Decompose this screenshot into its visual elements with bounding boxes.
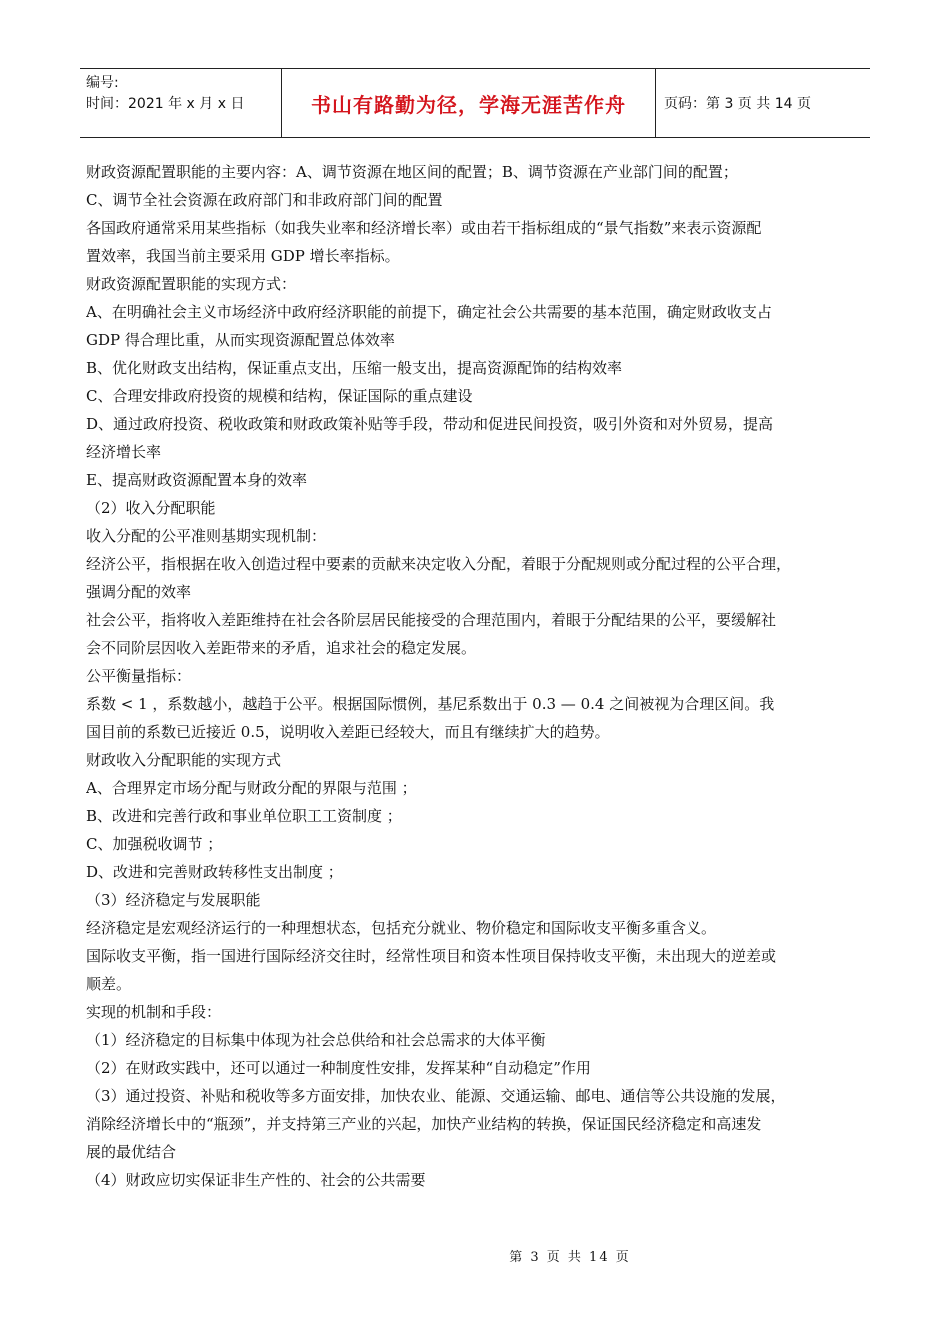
text-line: （2）在财政实践中，还可以通过一种制度性安排，发挥某种“自动稳定”作用 bbox=[86, 1059, 591, 1077]
text-line: GDP 得合理比重，从而实现资源配置总体效率 bbox=[86, 331, 395, 349]
text-line: 实现的机制和手段： bbox=[86, 1003, 222, 1021]
text-line: 财政资源配置职能的实现方式： bbox=[86, 275, 297, 293]
text-line: 消除经济增长中的“瓶颈”，并支持第三产业的兴起，加快产业结构的转换，保证国民经济稳定和高速发 bbox=[86, 1115, 762, 1133]
text-line: B、改进和完善行政和事业单位职工工资制度 ； bbox=[86, 807, 402, 825]
text-line: 国际收支平衡，指一国进行国际经济交往时，经常性项目和资本性项目保持收支平衡，未出现大的逆差或 bbox=[86, 947, 777, 965]
doc-time: 时间：2021 年 x 月 x 日 bbox=[86, 96, 245, 112]
text-line: 财政收入分配职能的实现方式 bbox=[86, 751, 282, 769]
text-line: 收入分配的公平准则基期实现机制： bbox=[86, 527, 327, 545]
text-line: （2）收入分配职能 bbox=[86, 499, 216, 517]
text-line: D、改进和完善财政转移性支出制度 ； bbox=[86, 863, 343, 881]
text-line: C、调节全社会资源在政府部门和非政府部门间的配置 bbox=[86, 191, 443, 209]
page-header bbox=[80, 68, 870, 138]
document-body bbox=[86, 158, 866, 1194]
text-line: 经济公平，指根据在收入创造过程中要素的贡献来决定收入分配，着眼于分配规则或分配过程的公平合理， bbox=[86, 555, 792, 573]
text-line: 社会公平，指将收入差距维持在社会各阶层居民能接受的合理范围内，着眼于分配结果的公平，要缓解社 bbox=[86, 611, 777, 629]
text-line: C、加强税收调节 ； bbox=[86, 835, 223, 853]
text-line: （1）经济稳定的目标集中体现为社会总供给和社会总需求的大体平衡 bbox=[86, 1031, 546, 1049]
text-line: （4）财政应切实保证非生产性的、社会的公共需要 bbox=[86, 1171, 426, 1189]
text-line: E、提高财政资源配置本身的效率 bbox=[86, 471, 307, 489]
page-footer: 第 3 页 共 14 页 bbox=[509, 1250, 631, 1265]
text-line: 国目前的系数已近接近 0.5，说明收入差距已经较大，而且有继续扩大的趋势。 bbox=[86, 723, 610, 741]
text-line: C、合理安排政府投资的规模和结构，保证国际的重点建设 bbox=[86, 387, 473, 405]
text-line: 各国政府通常采用某些指标（如我失业率和经济增长率）或由若干指标组成的“景气指数”来表示资源配 bbox=[86, 219, 762, 237]
text-line: 顺差。 bbox=[86, 975, 132, 993]
text-line: 经济稳定是宏观经济运行的一种理想状态，包括充分就业、物价稳定和国际收支平衡多重含义。 bbox=[86, 919, 717, 937]
doc-number-label: 编号: bbox=[86, 75, 119, 91]
text-line: 系数 < 1 ，系数越小，越趋于公平。根据国际惯例，基尼系数出于 0.3 — 0.4 之间被视为合理区间。我 bbox=[86, 695, 775, 713]
text-line: 强调分配的效率 bbox=[86, 583, 192, 601]
text-line: 置效率，我国当前主要采用 GDP 增长率指标。 bbox=[86, 247, 400, 265]
text-line: 会不同阶层因收入差距带来的矛盾，追求社会的稳定发展。 bbox=[86, 639, 477, 657]
text-line: A、在明确社会主义市场经济中政府经济职能的前提下，确定社会公共需要的基本范围，确定财政收支占 bbox=[86, 303, 772, 321]
text-line: （3）通过投资、补贴和税收等多方面安排，加快农业、能源、交通运输、邮电、通信等公共设施的发展， bbox=[86, 1087, 786, 1105]
header-motto-cell bbox=[282, 69, 656, 137]
header-motto: 书山有路勤为径，学海无涯苦作舟 bbox=[311, 92, 626, 117]
text-line: 公平衡量指标： bbox=[86, 667, 192, 685]
text-line: 经济增长率 bbox=[86, 443, 162, 461]
header-page-code: 页码：第 3 页 共 14 页 bbox=[664, 96, 811, 112]
text-line: A、合理界定市场分配与财政分配的界限与范围 ； bbox=[86, 779, 417, 797]
text-line: B、优化财政支出结构，保证重点支出，压缩一般支出，提高资源配饰的结构效率 bbox=[86, 359, 623, 377]
text-line: 展的最优结合 bbox=[86, 1143, 177, 1161]
text-line: 财政资源配置职能的主要内容：A、调节资源在地区间的配置；B、调节资源在产业部门间的配置； bbox=[86, 163, 738, 181]
header-meta bbox=[80, 69, 282, 137]
text-line: D、通过政府投资、税收政策和财政政策补贴等手段，带动和促进民间投资，吸引外资和对外贸易，提高 bbox=[86, 415, 774, 433]
text-line: （3）经济稳定与发展职能 bbox=[86, 891, 261, 909]
